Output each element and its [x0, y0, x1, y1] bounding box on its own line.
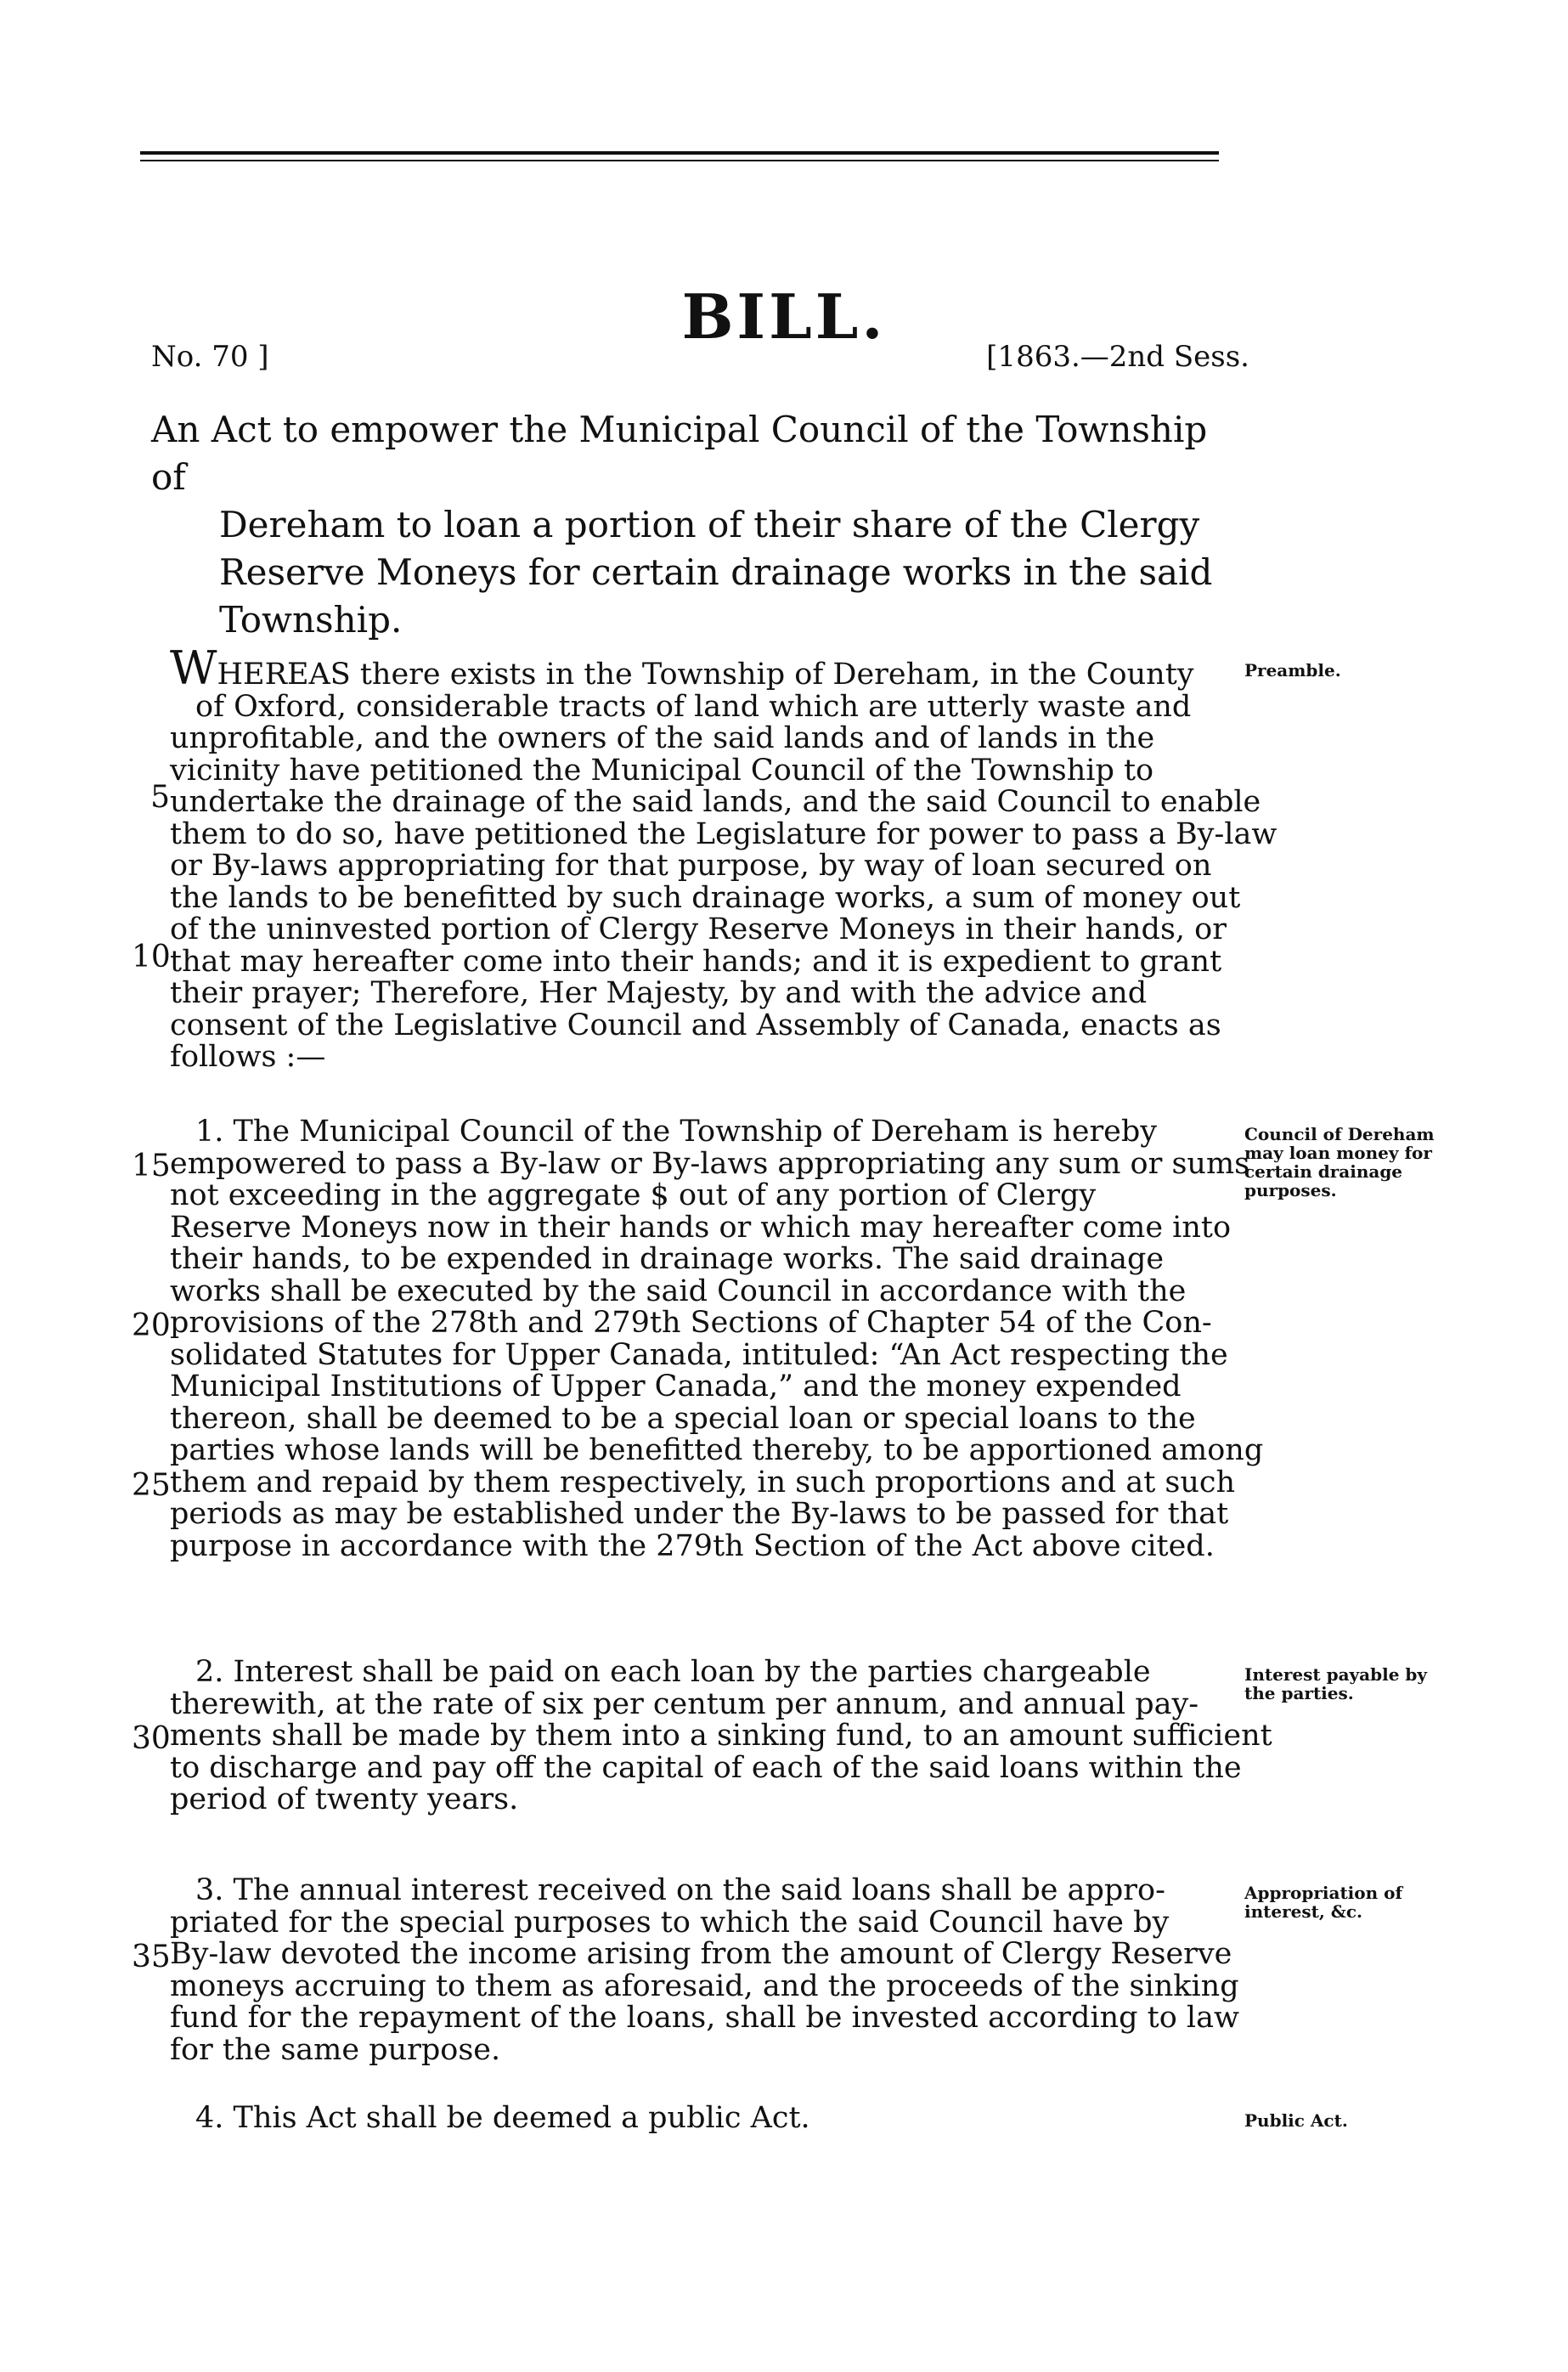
section-line: 3. The annual interest received on the said loans shall be appro- [195, 1873, 1165, 1907]
preamble-line: consent of the Legislative Council and Assembly of Canada, enacts as [170, 1008, 1221, 1042]
line-number: 15 [132, 1149, 171, 1183]
margin-note-section-3: Appropriation of interest, &c. [1244, 1883, 1403, 1922]
section-line: thereon, shall be deemed to be a special loan or special loans to the [170, 1401, 1196, 1436]
preamble-line: of Oxford, considerable tracts of land which are utterly waste and [195, 689, 1192, 724]
section-line: works shall be executed by the said Council in accordance with the [170, 1274, 1187, 1308]
section-line: them and repaid by them respectively, in such proportions and at such [170, 1465, 1236, 1499]
section-line: provisions of the 278th and 279th Sections of Chapter 54 of the Con- [170, 1306, 1212, 1340]
preamble-line: the lands to be benefitted by such drainage works, a sum of money out [170, 880, 1241, 915]
section-line: solidated Statutes for Upper Canada, intituled: “An Act respecting the [170, 1337, 1228, 1372]
margin-note-section-2: Interest payable by the parties. [1244, 1664, 1427, 1703]
section-line: therewith, at the rate of six per centum per annum, and annual pay- [170, 1686, 1199, 1721]
session-label: [1863.—2nd Sess. [986, 340, 1249, 374]
bill-number: No. 70 ] [151, 340, 269, 374]
line-number: 5 [150, 780, 170, 815]
act-title-line: Dereham to loan a portion of their share of the Clergy [219, 504, 1200, 545]
section-line: their hands, to be expended in drainage works. The said drainage [170, 1242, 1165, 1276]
section-line: period of twenty years. [170, 1782, 519, 1816]
section-line: priated for the special purposes to which the said Council have by [170, 1905, 1170, 1940]
preamble-line: of the uninvested portion of Clergy Reserve Moneys in their hands, or [170, 912, 1227, 946]
section-line: Reserve Moneys now in their hands or which may hereafter come into [170, 1210, 1232, 1245]
section-line: 1. The Municipal Council of the Township of Dereham is hereby [195, 1115, 1158, 1149]
preamble-line: unprofitable, and the owners of the said lands and of lands in the [170, 721, 1155, 755]
line-number: 20 [132, 1308, 171, 1343]
preamble-line: vicinity have petitioned the Municipal Council of the Township to [170, 753, 1154, 788]
section-line: empowered to pass a By-law or By-laws appropriating any sum or sums [170, 1146, 1250, 1181]
margin-note-preamble: Preamble. [1244, 660, 1341, 681]
section-line: not exceeding in the aggregate $ out of any portion of Clergy [170, 1178, 1097, 1212]
section-line: ments shall be made by them into a sinking fund, to an amount sufficient [170, 1719, 1272, 1753]
section-line: to discharge and pay off the capital of each of the said loans within the [170, 1750, 1242, 1785]
section-line: Municipal Institutions of Upper Canada,” and the money expended [170, 1370, 1182, 1403]
preamble-line: them to do so, have petitioned the Legislature for power to pass a By-law [170, 816, 1278, 851]
line-number: 30 [132, 1721, 171, 1756]
section-1 [170, 1115, 1264, 1563]
section-line: periods as may be established under the By-laws to be passed for that [170, 1497, 1229, 1531]
section-line: 4. This Act shall be deemed a public Act. [195, 2101, 810, 2135]
preamble-line: undertake the drainage of the said lands, and the said Council to enable [170, 785, 1261, 819]
section-3 [170, 1873, 1239, 2067]
section-line: moneys accruing to them as aforesaid, and the proceeds of the sinking [170, 1968, 1239, 2003]
top-rule-thin [140, 160, 1219, 161]
preamble [170, 641, 1278, 1074]
line-number: 35 [132, 1940, 171, 1974]
act-title-line: An Act to empower the Municipal Council of the Township of [151, 409, 1208, 498]
section-line: fund for the repayment of the loans, shall be invested according to law [170, 2001, 1239, 2035]
line-number: 25 [132, 1468, 171, 1503]
line-number: 10 [132, 940, 171, 974]
section-4 [170, 2103, 1236, 2135]
margin-note-section-4: Public Act. [1244, 2110, 1348, 2131]
preamble-line: that may hereafter come into their hands; and it is expedient to grant [170, 944, 1222, 979]
preamble-line: follows :— [170, 1040, 326, 1074]
section-2 [170, 1655, 1272, 1816]
act-title [151, 406, 1230, 644]
section-line: for the same purpose. [170, 2032, 501, 2067]
top-rule-thick [140, 151, 1219, 155]
section-line: purpose in accordance with the 279th Section of the Act above cited. [170, 1528, 1215, 1563]
margin-note-section-1: Council of Dereham may loan money for certain drainage purposes. [1244, 1124, 1435, 1200]
section-line: 2. Interest shall be paid on each loan by the parties chargeable [195, 1655, 1151, 1689]
act-title-line: Township. [219, 599, 403, 641]
preamble-line: HEREAS there exists in the Township of Dereham, in the County [217, 658, 1194, 692]
preamble-dropcap: W [170, 641, 217, 695]
section-line: By-law devoted the income arising from the amount of Clergy Reserve [170, 1937, 1232, 1971]
act-title-line: Reserve Moneys for certain drainage works in the said [219, 551, 1213, 593]
preamble-line: their prayer; Therefore, Her Majesty, by and with the advice and [170, 976, 1148, 1010]
preamble-line: or By-laws appropriating for that purpose, by way of loan secured on [170, 849, 1212, 883]
section-line: parties whose lands will be benefitted thereby, to be apportioned among [170, 1433, 1264, 1467]
bill-title: BILL. [681, 280, 887, 353]
